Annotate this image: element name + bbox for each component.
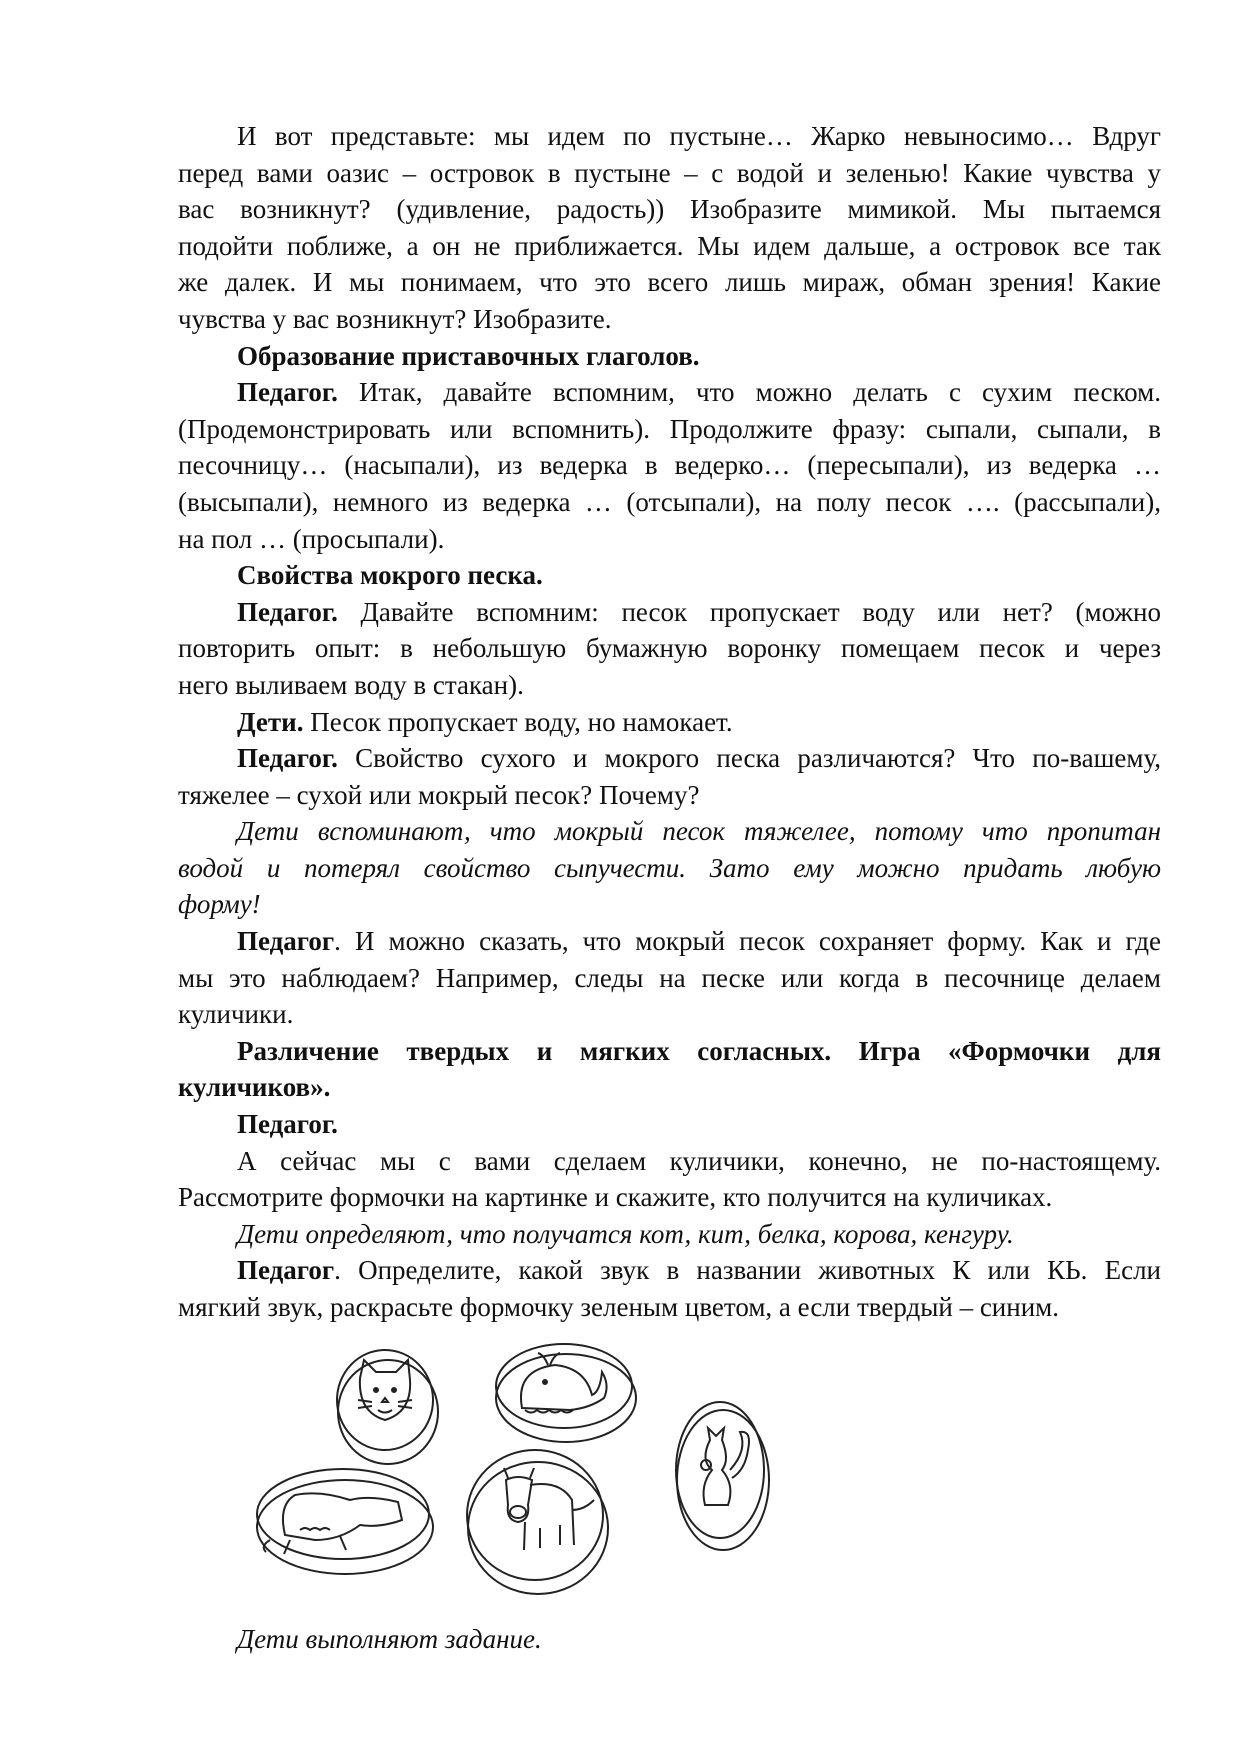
text-run: перед вами оазис – островок в пустыне – с водой и зеленью! Какие чувства у bbox=[178, 157, 1161, 188]
bold-text: Различение твердых и мягких согласных. Игра «Формочки для bbox=[237, 1035, 1161, 1066]
paragraph-line bbox=[178, 923, 1161, 960]
text-run: на пол … (просыпали). bbox=[178, 523, 445, 554]
text-run: мы это наблюдаем? Например, следы на песке или когда в песочнице делаем bbox=[178, 962, 1161, 993]
paragraph-line bbox=[178, 594, 1161, 631]
text-run: же далек. И мы понимаем, что это всего лишь мираж, обман зрения! Какие bbox=[178, 267, 1161, 298]
paragraph-line bbox=[178, 264, 1161, 301]
text-run: А сейчас мы с вами сделаем куличики, конечно, не по-настоящему. bbox=[237, 1145, 1161, 1176]
paragraph-line bbox=[178, 374, 1161, 411]
bold-text: Педагог bbox=[237, 1255, 335, 1286]
bold-text: куличиков». bbox=[178, 1072, 331, 1103]
bold-text: Педагог bbox=[237, 926, 335, 957]
italic-text: Дети вспоминают, что мокрый песок тяжелее, потому что пропитан bbox=[237, 816, 1161, 847]
paragraph-line bbox=[178, 447, 1161, 484]
text-run: Свойство сухого и мокрого песка различаются? Что по-вашему, bbox=[337, 743, 1161, 774]
sand-molds-illustration bbox=[240, 1330, 800, 1610]
section-heading-line bbox=[178, 1033, 1161, 1070]
text-run: Давайте вспомним: песок пропускает воду или нет? (можно bbox=[337, 596, 1161, 627]
bold-text: Педагог. bbox=[237, 1109, 338, 1140]
cow-mold bbox=[467, 1450, 608, 1594]
section-heading-line bbox=[178, 338, 1161, 375]
paragraph-line bbox=[178, 228, 1161, 265]
text-run: тяжелее – сухой или мокрый песок? Почему? bbox=[178, 779, 700, 810]
paragraph-line bbox=[178, 1179, 1161, 1216]
bold-text: Дети. bbox=[237, 706, 304, 737]
paragraph-line bbox=[178, 850, 1161, 887]
paragraph-line bbox=[178, 118, 1161, 155]
caption: Дети выполняют задание. bbox=[237, 1624, 542, 1654]
paragraph-line bbox=[178, 1289, 1161, 1326]
paragraph-line bbox=[178, 960, 1161, 997]
section-heading-line bbox=[178, 1069, 1161, 1106]
section-heading-line bbox=[178, 1106, 1161, 1143]
italic-text: форму! bbox=[178, 889, 261, 920]
text-run: чувства у вас возникнут? Изобразите. bbox=[178, 303, 612, 334]
paragraph-line bbox=[178, 740, 1161, 777]
bold-text: Педагог. bbox=[237, 596, 338, 627]
text-run: И вот представьте: мы идем по пустыне… Жарко невыносимо… Вдруг bbox=[237, 121, 1161, 151]
paragraph-line bbox=[178, 777, 1161, 814]
text-run: мягкий звук, раскрасьте формочку зеленым цветом, а если твердый – синим. bbox=[178, 1292, 1059, 1322]
paragraph-line bbox=[178, 484, 1161, 521]
text-run: него выливаем воду в стакан). bbox=[178, 669, 524, 700]
bold-text: Образование приставочных глаголов. bbox=[237, 340, 700, 371]
bold-text: Педагог. bbox=[237, 377, 338, 408]
whale-mold bbox=[496, 1344, 636, 1442]
paragraph-line bbox=[178, 411, 1161, 448]
paragraph-line bbox=[178, 521, 1161, 558]
squirrel-mold bbox=[676, 1402, 769, 1550]
text-run: песочницу… (насыпали), из ведерка в ведерко… (пересыпали), из ведерка … bbox=[178, 450, 1161, 481]
paragraph-line bbox=[178, 886, 1161, 923]
text-run: Песок пропускает воду, но намокает. bbox=[303, 706, 733, 737]
text-run: вас возникнут? (удивление, радость)) Изобразите мимикой. Мы пытаемся bbox=[178, 194, 1161, 225]
text-run: повторить опыт: в небольшую бумажную воронку помещаем песок и через bbox=[178, 633, 1161, 664]
text-run: Итак, давайте вспомним, что можно делать с сухим песком. bbox=[337, 377, 1161, 408]
paragraph-line bbox=[178, 1252, 1161, 1289]
text-run: Рассмотрите формочки на картинке и скажите, кто получится на куличиках. bbox=[178, 1182, 1053, 1213]
paragraph-line bbox=[178, 1216, 1161, 1253]
paragraph-line bbox=[178, 155, 1161, 192]
text-run: (Продемонстрировать или вспомнить). Продолжите фразу: сыпали, сыпали, в bbox=[178, 413, 1161, 444]
text-run: подойти поближе, а он не приближается. Мы идем дальше, а островок все так bbox=[178, 230, 1161, 261]
paragraph-line bbox=[178, 630, 1161, 667]
paragraph-line bbox=[178, 667, 1161, 704]
paragraph-line bbox=[178, 704, 1161, 741]
paragraph-line bbox=[178, 301, 1161, 338]
paragraph-line bbox=[178, 996, 1161, 1033]
italic-text: Дети определяют, что получатся кот, кит, белка, корова, кенгуру. bbox=[237, 1218, 1014, 1249]
text-run: . И можно сказать, что мокрый песок сохраняет форму. Как и где bbox=[334, 926, 1161, 957]
text-run: . Определите, какой звук в названии животных К или КЬ. Если bbox=[334, 1255, 1161, 1286]
paragraph-line bbox=[178, 1143, 1161, 1180]
cat-mold bbox=[337, 1350, 438, 1464]
italic-text: водой и потерял свойство сыпучести. Зато ему можно придать любую bbox=[178, 852, 1161, 883]
text-run: (высыпали), немного из ведерка … (отсыпали), на полу песок …. (рассыпали), bbox=[178, 486, 1161, 517]
crocodile-mold bbox=[257, 1469, 433, 1574]
paragraph-line bbox=[178, 191, 1161, 228]
document-body bbox=[178, 118, 1161, 1326]
text-run: куличики. bbox=[178, 999, 294, 1030]
section-heading-line bbox=[178, 557, 1161, 594]
paragraph-line bbox=[178, 813, 1161, 850]
bold-text: Педагог. bbox=[237, 743, 338, 774]
bold-text: Свойства мокрого песка. bbox=[237, 560, 543, 591]
